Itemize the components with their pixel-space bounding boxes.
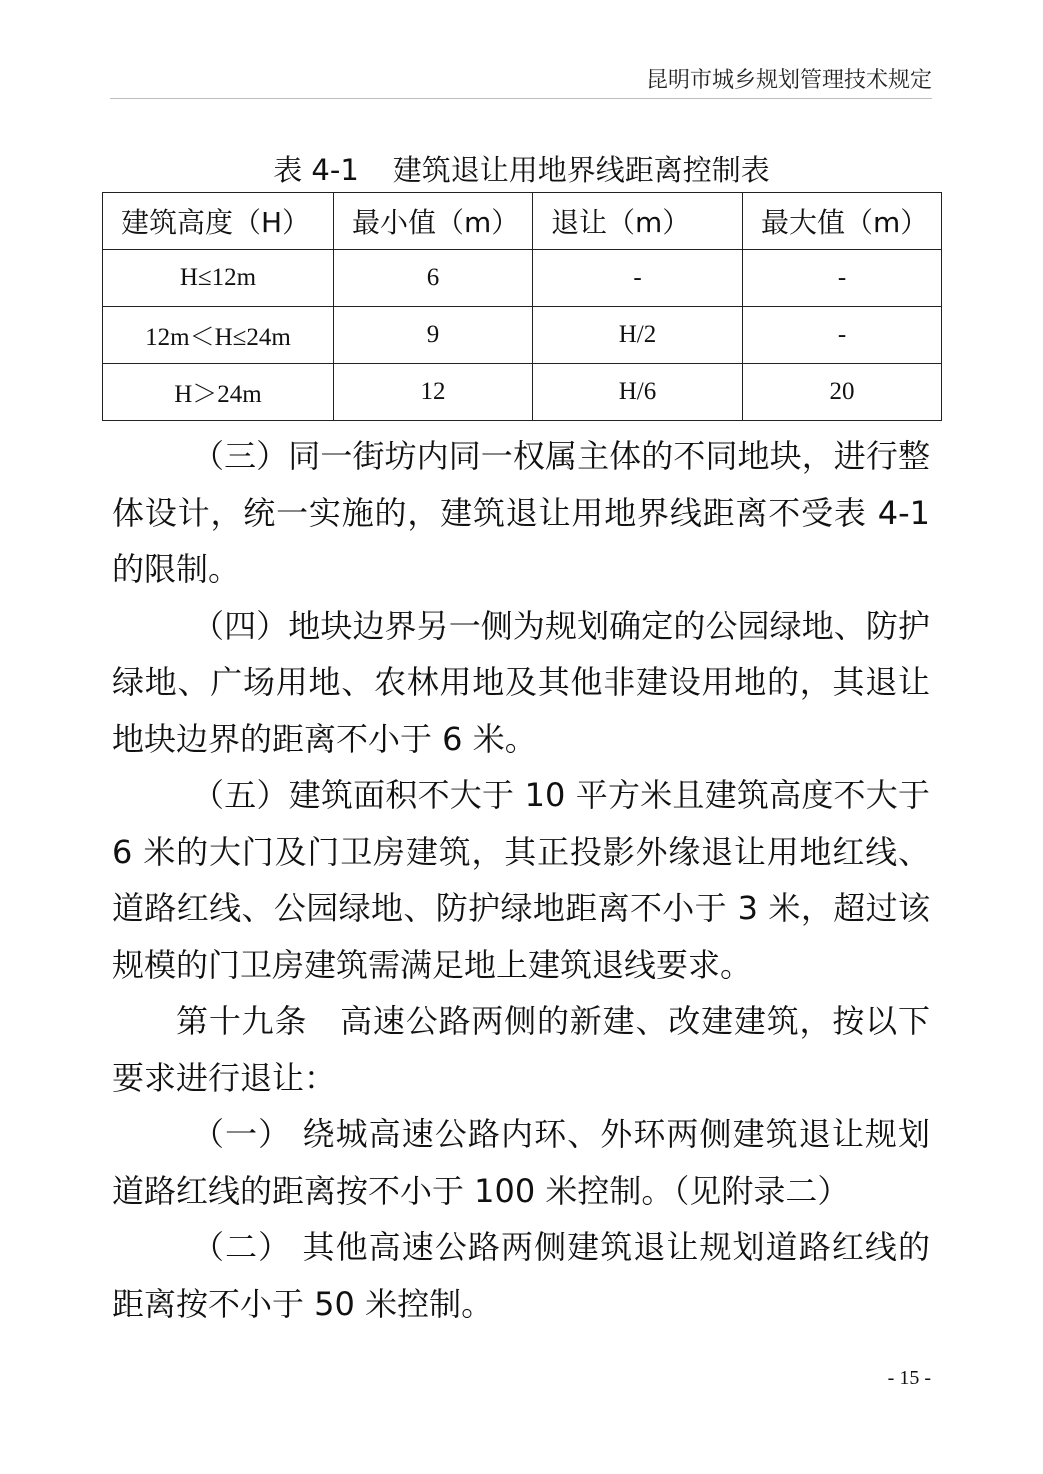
body-text	[112, 428, 930, 1332]
table-row	[103, 307, 942, 364]
column-header-height: 建筑高度（H）	[103, 193, 334, 250]
page-number: - 15 -	[887, 1367, 931, 1389]
table-cell: 12	[334, 364, 533, 421]
column-header-minimum: 最小值（m）	[334, 193, 533, 250]
table-row	[103, 364, 942, 421]
running-header-title: 昆明市城乡规划管理技术规定	[645, 68, 932, 93]
table-caption	[0, 150, 1043, 190]
table-cell: H＞24m	[103, 364, 334, 421]
table-cell: H≤12m	[103, 250, 334, 307]
table-cell: H/2	[533, 307, 743, 364]
paragraph-item-5: （五）建筑面积不大于 10 平方米且建筑高度不大于 6 米的大门及门卫房建筑，其正投影外缘退让用地红线、道路红线、公园绿地、防护绿地距离不小于 3 米，超过该规模的门卫房建筑需满足地上建筑退线要求。	[112, 776, 930, 984]
table-cell: -	[743, 307, 942, 364]
column-header-setback: 退让（m）	[533, 193, 743, 250]
paragraph-article-19-item-2: （二） 其他高速公路两侧建筑退让规划道路红线的距离按不小于 50 米控制。	[112, 1228, 930, 1323]
column-header-maximum: 最大值（m）	[743, 193, 942, 250]
table-header-row	[103, 193, 942, 250]
table-caption-number: 表 4-1	[273, 153, 359, 187]
paragraph-item-4: （四）地块边界另一侧为规划确定的公园绿地、防护绿地、广场用地、农林用地及其他非建设用地的，其退让地块边界的距离不小于 6 米。	[112, 606, 930, 758]
article-19: 第十九条 高速公路两侧的新建、改建建筑，按以下要求进行退让：	[112, 1002, 930, 1097]
table-cell: -	[743, 250, 942, 307]
table-cell: 6	[334, 250, 533, 307]
table-caption-title: 建筑退让用地界线距离控制表	[392, 153, 770, 187]
table-cell: H/6	[533, 364, 743, 421]
table-cell: -	[533, 250, 743, 307]
table-row	[103, 250, 942, 307]
paragraph-article-19-item-1: （一） 绕城高速公路内环、外环两侧建筑退让规划道路红线的距离按不小于 100 米控制。（见附录二）	[112, 1115, 930, 1210]
table-cell: 9	[334, 307, 533, 364]
table-cell: 20	[743, 364, 942, 421]
table-cell: 12m＜H≤24m	[103, 307, 334, 364]
paragraph-item-3: （三）同一街坊内同一权属主体的不同地块，进行整体设计，统一实施的，建筑退让用地界线距离不受表 4-1 的限制。	[112, 437, 930, 588]
running-header	[110, 66, 932, 99]
setback-control-table	[102, 192, 942, 421]
